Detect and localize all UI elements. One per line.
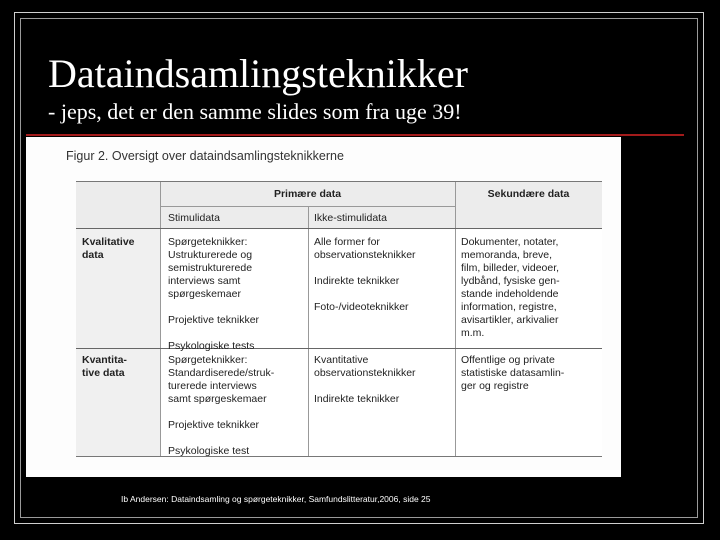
cell-line: Offentlige og private — [461, 354, 555, 366]
cell-line: film, billeder, videoer, — [461, 262, 560, 274]
overview-table — [76, 181, 602, 457]
slide-title: Dataindsamlingsteknikker — [48, 51, 468, 96]
cell-line: spørgeskemaer — [168, 288, 241, 300]
cell-line: Projektive teknikker — [168, 419, 260, 431]
cell-line: observationsteknikker — [314, 367, 416, 379]
cell-line: Psykologiske tests — [168, 340, 255, 352]
row-label-quantitative-line: tive data — [82, 367, 125, 379]
cell-gap — [168, 327, 306, 340]
cell-line: Alle former for — [314, 236, 380, 248]
qualitative-non-stimuli-cell — [314, 236, 454, 314]
label-column-shade — [76, 228, 160, 456]
cell-line: Dokumenter, notater, — [461, 236, 559, 248]
qualitative-secondary-cell — [461, 236, 601, 340]
cell-line: Standardiserede/struk- — [168, 367, 275, 379]
cell-gap — [168, 432, 306, 445]
cell-gap — [314, 288, 454, 301]
row-label-qualitative-line: data — [82, 249, 104, 261]
cell-line: ger og registre — [461, 380, 529, 392]
row-label-quantitative — [82, 354, 127, 380]
cell-gap — [314, 262, 454, 275]
quantitative-stimuli-cell — [168, 354, 306, 458]
cell-line: Foto-/videoteknikker — [314, 301, 409, 313]
cell-gap — [168, 406, 306, 419]
row-divider — [76, 348, 602, 349]
col-divider-3 — [455, 182, 456, 456]
header-secondary: Sekundære data — [487, 188, 570, 200]
col-divider-2 — [308, 206, 309, 456]
header-split-line — [160, 206, 455, 207]
header-primary: Primære data — [273, 188, 342, 200]
cell-line: semistrukturerede — [168, 262, 253, 274]
cell-line: lydbånd, fysiske gen- — [461, 275, 560, 287]
cell-line: Projektive teknikker — [168, 314, 260, 326]
cell-line: Spørgeteknikker: — [168, 354, 248, 366]
row-label-qualitative — [82, 236, 135, 262]
cell-line: avisartikler, arkivalier — [461, 314, 559, 326]
cell-line: Indirekte teknikker — [314, 393, 400, 405]
cell-line: memoranda, breve, — [461, 249, 553, 261]
cell-gap — [168, 301, 306, 314]
cell-line: interviews samt — [168, 275, 241, 287]
cell-line: turerede interviews — [168, 380, 257, 392]
cell-line: samt spørgeskemaer — [168, 393, 267, 405]
figure-image — [26, 137, 621, 477]
cell-line: statistiske datasamlin- — [461, 367, 565, 379]
header-non-stimuli: Ikke-stimulidata — [314, 212, 387, 224]
slide-subtitle: - jeps, det er den samme slides som fra uge 39! — [48, 99, 462, 124]
cell-line: Spørgeteknikker: — [168, 236, 248, 248]
cell-line: Ustrukturerede og — [168, 249, 253, 261]
header-bottom-line — [76, 228, 602, 229]
header-stimuli: Stimulidata — [168, 212, 220, 224]
cell-line: Indirekte teknikker — [314, 275, 400, 287]
cell-line: m.m. — [461, 327, 485, 339]
row-label-qualitative-line: Kvalitative — [82, 236, 135, 248]
cell-line: Psykologiske test — [168, 445, 250, 457]
cell-line: Kvantitative — [314, 354, 369, 366]
source-citation: Ib Andersen: Dataindsamling og spørgeteknikker, Samfundslitteratur,2006, side 25 — [121, 494, 431, 504]
col-divider-1 — [160, 182, 161, 456]
cell-line: observationsteknikker — [314, 249, 416, 261]
qualitative-stimuli-cell — [168, 236, 306, 353]
cell-gap — [314, 380, 454, 393]
figure-caption: Figur 2. Oversigt over dataindsamlingsteknikkerne — [66, 149, 344, 163]
cell-line: stande indeholdende — [461, 288, 559, 300]
title-divider — [26, 134, 684, 136]
row-label-quantitative-line: Kvantita- — [82, 354, 127, 366]
cell-line: information, registre, — [461, 301, 557, 313]
quantitative-secondary-cell — [461, 354, 601, 393]
quantitative-non-stimuli-cell — [314, 354, 454, 406]
